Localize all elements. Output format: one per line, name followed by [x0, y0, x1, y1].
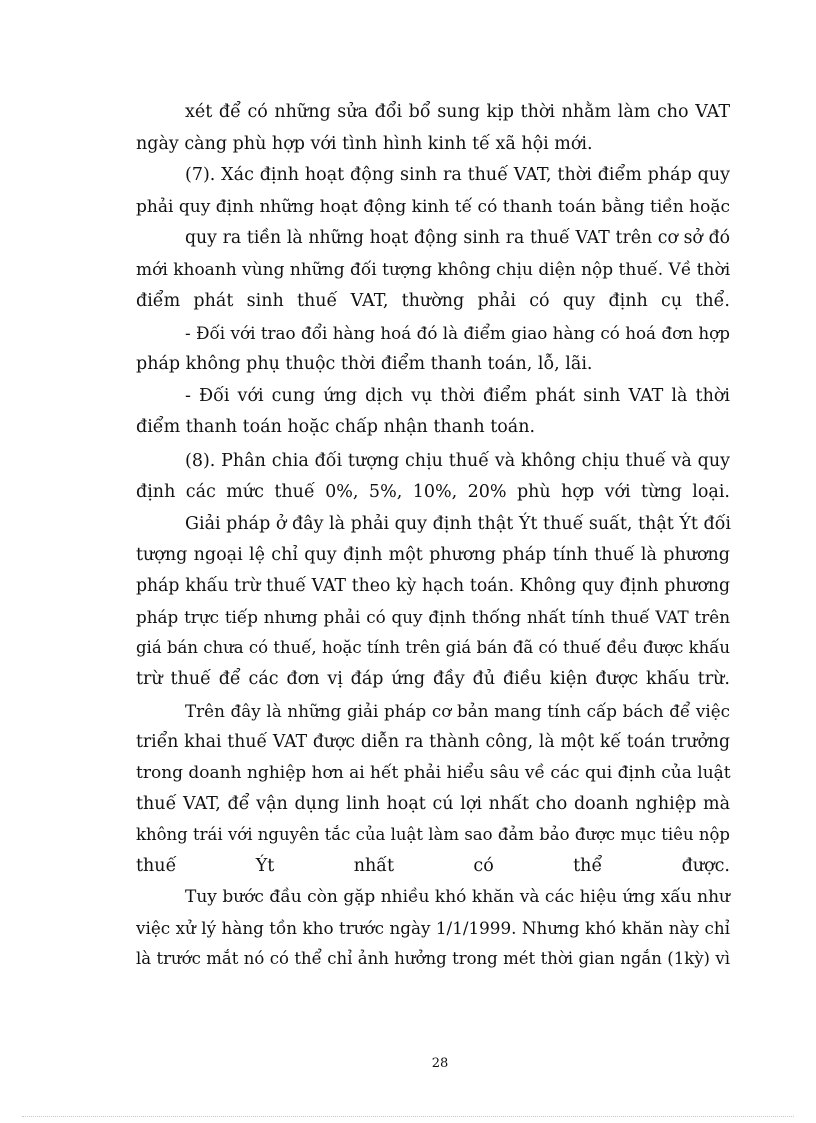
- bottom-divider: [22, 1116, 794, 1117]
- text-line: tượng ngoại lệ chỉ quy định một phương pháp tính thuế là phương: [136, 545, 730, 565]
- text-line: pháp trực tiếp nhưng phải có quy định thống nhất tính thuế VAT trên: [136, 607, 730, 627]
- page-number: 28: [431, 1056, 449, 1071]
- text-line: điểm phát sinh thuế VAT, thường phải có quy định cụ thể.: [136, 291, 730, 311]
- text-line: pháp khấu trừ thuế VAT theo kỳ hạch toán. Không quy định phương: [136, 576, 730, 596]
- text-line: thuế VAT, để vận dụng linh hoạt cú lợi nhất cho doanh nghiệp mà: [136, 794, 730, 814]
- text-line: xét để có những sửa đổi bổ sung kịp thời nhằm làm cho VAT: [185, 102, 730, 122]
- text-line: không trái với nguyên tắc của luật làm sao đảm bảo được mục tiêu nộp: [136, 825, 730, 844]
- text-line: điểm thanh toán hoặc chấp nhận thanh toán.: [136, 417, 536, 437]
- text-line: Giải pháp ở đây là phải quy định thật Ýt thuế suất, thật Ýt đối: [185, 514, 732, 534]
- text-line: phải quy định những hoạt động kinh tế có thanh toán bằng tiền hoặc: [136, 197, 730, 217]
- text-line: ngày càng phù hợp với tình hình kinh tế xã hội mới.: [136, 134, 593, 154]
- text-line: mới khoanh vùng những đối tượng không chịu diện nộp thuế. Về thời: [136, 260, 731, 280]
- text-line: (8). Phân chia đối tượng chịu thuế và không chịu thuế và quy: [185, 451, 730, 471]
- text-line: pháp không phụ thuộc thời điểm thanh toán, lỗ, lãi.: [136, 354, 593, 374]
- text-line: Trên đây là những giải pháp cơ bản mang tính cấp bách để việc: [185, 701, 730, 721]
- text-line: định các mức thuế 0%, 5%, 10%, 20% phù hợp với từng loại.: [136, 482, 730, 502]
- text-line: giá bán chưa có thuế, hoặc tính trên giá bán đã có thuế đều được khấu: [136, 638, 730, 657]
- text-line: triển khai thuế VAT được diễn ra thành công, là một kế toán trưởng: [136, 732, 730, 752]
- text-line: thuế Ýt nhất có thể được.: [136, 856, 730, 876]
- text-line: - Đối với trao đổi hàng hoá đó là điểm giao hàng có hoá đơn hợp: [185, 323, 730, 343]
- text-line: việc xử lý hàng tồn kho trước ngày 1/1/1999. Nhưng khó khăn này chỉ: [136, 918, 730, 938]
- text-line: là trước mắt nó có thể chỉ ảnh hưởng trong mét thời gian ngắn (1kỳ) vì: [136, 949, 730, 968]
- text-line: trừ thuế để các đơn vị đáp ứng đầy đủ điều kiện được khấu trừ.: [136, 669, 730, 689]
- text-line: - Đối với cung ứng dịch vụ thời điểm phát sinh VAT là thời: [185, 386, 730, 406]
- text-line: Tuy bước đầu còn gặp nhiều khó khăn và các hiệu ứng xấu như: [185, 887, 730, 907]
- text-line: quy ra tiền là những hoạt động sinh ra thuế VAT trên cơ sở đó: [185, 228, 730, 248]
- text-line: (7). Xác định hoạt động sinh ra thuế VAT, thời điểm pháp quy: [185, 165, 730, 185]
- text-line: trong doanh nghiệp hơn ai hết phải hiểu sâu về các qui định của luật: [136, 763, 731, 783]
